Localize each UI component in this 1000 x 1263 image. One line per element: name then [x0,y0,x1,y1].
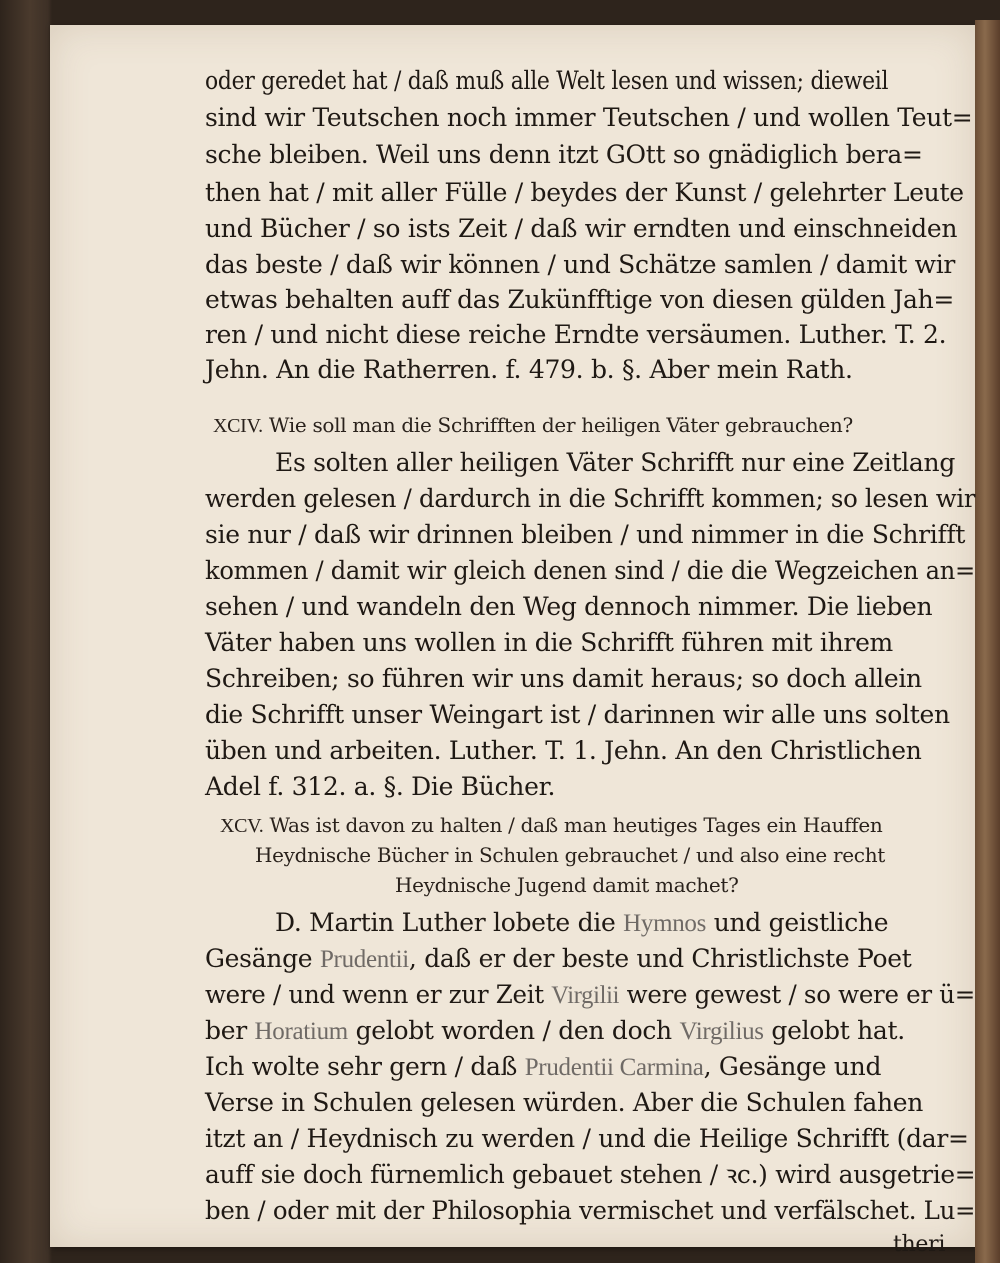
latin-word: Prudentii Carmina [524,1054,704,1081]
question-text-line: Heydnische Jugend damit machet? [395,873,739,897]
text-line: ber Horatium gelobt worden / den doch Virgilius gelobt hat. [205,1016,905,1045]
text-line: oder geredet hat / daß muß alle Welt lesen und wissen; dieweil [205,66,889,95]
reference-line: Adel f. 312. a. §. Die Bücher. [205,772,556,801]
question-text-line: Heydnische Bücher in Schulen gebrauchet / und also eine recht [255,843,886,867]
text-line: auff sie doch fürnemlich gebauet stehen / ꝛc.) wird ausgetrie= [205,1160,976,1189]
text-line: Gesänge Prudentii, daß er der beste und Christlichste Poet [205,944,912,973]
text-line: itzt an / Heydnisch zu werden / und die Heilige Schrifft (dar= [205,1124,969,1153]
question-heading [213,408,853,443]
text-line: das beste / daß wir können / und Schätze samlen / damit wir [205,250,956,279]
latin-word: Horatium [254,1018,348,1045]
text-line: Väter haben uns wollen in die Schrifft führen mit ihrem [205,628,893,657]
book-edge [975,20,1000,1263]
text-line: kommen / damit wir gleich denen sind / die die Wegzeichen an= [205,556,975,585]
latin-word: Virgilius [679,1018,764,1045]
latin-word: Prudentii [319,946,409,973]
text-line: sche bleiben. Weil uns denn itzt GOtt so gnädiglich bera= [205,140,923,169]
text-line: Ich wolte sehr gern / daß Prudentii Carmina, Gesänge und [205,1052,882,1081]
question-number: XCIV. [213,415,263,437]
text-line: die Schrifft unser Weingart ist / darinnen wir alle uns solten [205,700,950,729]
question-number: XCV. [220,815,264,837]
question-text: Was ist davon zu halten / daß man heutiges Tages ein Hauffen [269,813,883,837]
text-line: sind wir Teutschen noch immer Teutschen / und wollen Teut= [205,103,973,132]
latin-word: Hymnos [623,910,707,937]
text-line: ren / und nicht diese reiche Erndte versäumen. Luther. T. 2. [205,320,947,349]
text-line: und Bücher / so ists Zeit / daß wir erndten und einschneiden [205,214,958,243]
text-line: D. Martin Luther lobete die Hymnos und geistliche [275,908,889,937]
text-line: sehen / und wandeln den Weg dennoch nimmer. Die lieben [205,592,933,621]
text-line: Schreiben; so führen wir uns damit heraus; so doch allein [205,664,922,693]
text-line: etwas behalten auff das Zukünfftige von diesen gülden Jah= [205,285,955,314]
text-line: ben / oder mit der Philosophia vermischet und verfälschet. Lu= [205,1196,976,1225]
text-line: Verse in Schulen gelesen würden. Aber die Schulen fahen [205,1088,924,1117]
catchword: theri [893,1232,946,1257]
latin-word: Virgilii [551,982,620,1009]
text-line: üben und arbeiten. Luther. T. 1. Jehn. An den Christlichen [205,736,922,765]
text-line: were / und wenn er zur Zeit Virgilii were gewest / so were er ü= [205,980,976,1009]
text-line: werden gelesen / dardurch in die Schrifft kommen; so lesen wir [205,484,976,513]
question-text: Wie soll man die Schrifften der heiligen Väter gebrauchen? [268,413,853,437]
text-line: sie nur / daß wir drinnen bleiben / und nimmer in die Schrifft [205,520,966,549]
reference-line: Jehn. An die Ratherren. f. 479. b. §. Aber mein Rath. [205,355,853,384]
text-line: then hat / mit aller Fülle / beydes der Kunst / gelehrter Leute [205,178,964,207]
text-line: Es solten aller heiligen Väter Schrifft nur eine Zeitlang [275,448,956,477]
